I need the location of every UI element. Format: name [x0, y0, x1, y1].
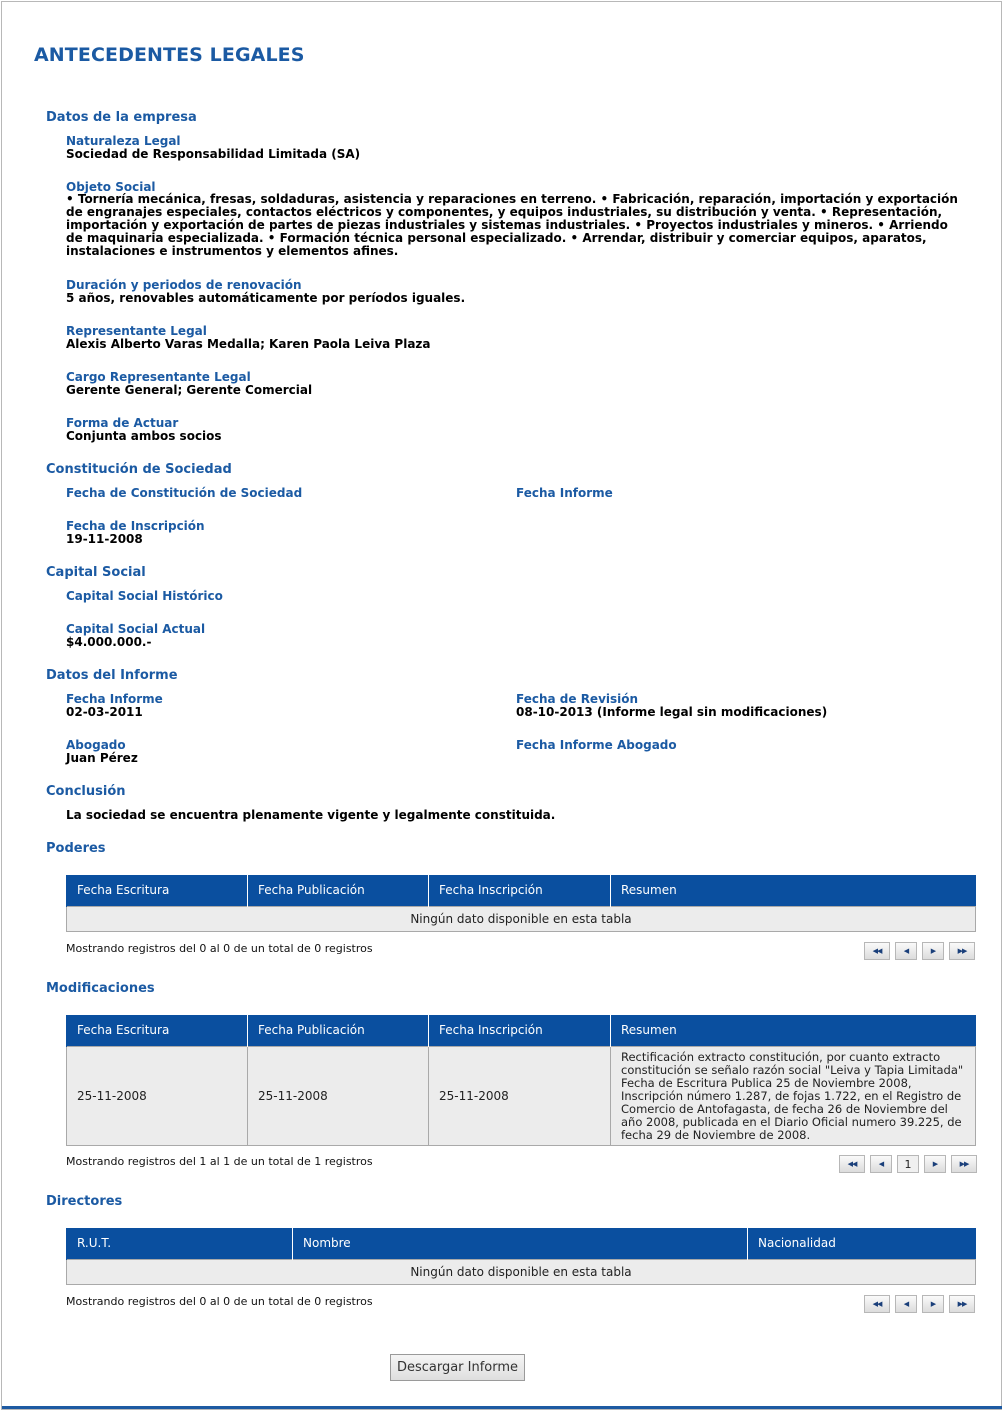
capital-actual-label: Capital Social Actual: [66, 622, 206, 636]
first-page-icon[interactable]: ◀◀: [864, 1295, 890, 1313]
first-page-icon[interactable]: ◀◀: [864, 942, 890, 960]
column-header-nacionalidad[interactable]: Nacionalidad: [748, 1228, 976, 1259]
representante-label: Representante Legal: [66, 324, 207, 338]
fecha-inscripcion-label: Fecha de Inscripción: [66, 519, 205, 533]
directores-table: [66, 1228, 976, 1285]
last-page-icon[interactable]: ▶▶: [949, 942, 975, 960]
table-header-row: [67, 1228, 976, 1259]
bottom-divider: [2, 1406, 1002, 1409]
page-number-button[interactable]: 1: [897, 1155, 919, 1173]
duracion-label: Duración y periodos de renovación: [66, 278, 302, 292]
next-page-icon[interactable]: ▶: [924, 1155, 946, 1173]
modificaciones-table: [66, 1015, 976, 1146]
objeto-value: • Tornería mecánica, fresas, soldaduras, asistencia y reparaciones en terreno. • Fabricación, reparación, importación y exportación de engranajes especiales, contactos eléctricos y componentes, y equipos industriales, su distribución y venta. • Representación, importación y exportación de partes de piezas industriales y sistemas industriales. • Proyectos industriales y mineros. • Arriendo de maquinaria especializada. • Formación técnica personal especializado. • Arrendar, distribuir y comerciar equipos, aparatos, instalaciones e instrumentos y elementos afines.: [66, 192, 958, 258]
empty-table-message: Ningún dato disponible en esta tabla: [67, 906, 976, 931]
capital-historico-label: Capital Social Histórico: [66, 589, 223, 603]
poderes-pagination: [864, 942, 975, 960]
directores-pagination: [864, 1295, 975, 1313]
column-header-fecha-escritura[interactable]: Fecha Escritura: [67, 1015, 248, 1046]
abogado-label: Abogado: [66, 738, 126, 752]
forma-value: Conjunta ambos socios: [66, 429, 222, 443]
empty-table-message: Ningún dato disponible en esta tabla: [67, 1259, 976, 1284]
cell-fecha-publicacion: 25-11-2008: [248, 1046, 429, 1145]
column-header-fecha-publicacion[interactable]: Fecha Publicación: [248, 1015, 429, 1046]
last-page-icon[interactable]: ▶▶: [949, 1295, 975, 1313]
cargo-value: Gerente General; Gerente Comercial: [66, 383, 313, 397]
constitucion-fecha-informe-label: Fecha Informe: [516, 486, 613, 500]
poderes-table-info: Mostrando registros del 0 al 0 de un total de 0 registros: [66, 942, 373, 955]
previous-page-icon[interactable]: ◀: [895, 942, 917, 960]
table-row: [67, 1046, 976, 1145]
column-header-fecha-escritura[interactable]: Fecha Escritura: [67, 875, 248, 906]
previous-page-icon[interactable]: ◀: [870, 1155, 892, 1173]
fecha-constitucion-label: Fecha de Constitución de Sociedad: [66, 486, 303, 500]
section-heading-empresa: Datos de la empresa: [46, 110, 197, 125]
table-row: [67, 906, 976, 931]
last-page-icon[interactable]: ▶▶: [951, 1155, 977, 1173]
fecha-abogado-label: Fecha Informe Abogado: [516, 738, 677, 752]
fecha-revision-value: 08-10-2013 (Informe legal sin modificaciones): [516, 705, 828, 719]
informe-fecha-label: Fecha Informe: [66, 692, 163, 706]
fecha-revision-label: Fecha de Revisión: [516, 692, 639, 706]
modificaciones-table-info: Mostrando registros del 1 al 1 de un total de 1 registros: [66, 1155, 373, 1168]
first-page-icon[interactable]: ◀◀: [839, 1155, 865, 1173]
modificaciones-pagination: [839, 1155, 977, 1173]
section-heading-informe: Datos del Informe: [46, 668, 178, 683]
section-heading-constitucion: Constitución de Sociedad: [46, 462, 232, 477]
column-header-resumen[interactable]: Resumen: [611, 1015, 976, 1046]
representante-value: Alexis Alberto Varas Medalla; Karen Paola Leiva Plaza: [66, 337, 431, 351]
page-title: ANTECEDENTES LEGALES: [34, 44, 305, 66]
column-header-rut[interactable]: R.U.T.: [67, 1228, 293, 1259]
duracion-value: 5 años, renovables automáticamente por períodos iguales.: [66, 291, 466, 305]
objeto-label: Objeto Social: [66, 180, 156, 194]
conclusion-text: La sociedad se encuentra plenamente vigente y legalmente constituida.: [66, 808, 556, 822]
cell-fecha-escritura: 25-11-2008: [67, 1046, 248, 1145]
abogado-value: Juan Pérez: [66, 751, 138, 765]
table-header-row: [67, 875, 976, 906]
section-heading-poderes: Poderes: [46, 841, 106, 856]
column-header-resumen[interactable]: Resumen: [611, 875, 976, 906]
capital-actual-value: $4.000.000.-: [66, 635, 152, 649]
section-heading-capital: Capital Social: [46, 565, 146, 580]
previous-page-icon[interactable]: ◀: [895, 1295, 917, 1313]
poderes-table: [66, 875, 976, 932]
fecha-inscripcion-value: 19-11-2008: [66, 532, 143, 546]
table-header-row: [67, 1015, 976, 1046]
column-header-fecha-inscripcion[interactable]: Fecha Inscripción: [429, 1015, 611, 1046]
next-page-icon[interactable]: ▶: [922, 1295, 944, 1313]
column-header-fecha-inscripcion[interactable]: Fecha Inscripción: [429, 875, 611, 906]
informe-fecha-value: 02-03-2011: [66, 705, 143, 719]
download-report-button[interactable]: Descargar Informe: [390, 1354, 525, 1381]
table-row: [67, 1259, 976, 1284]
cell-fecha-inscripcion: 25-11-2008: [429, 1046, 611, 1145]
cargo-label: Cargo Representante Legal: [66, 370, 251, 384]
next-page-icon[interactable]: ▶: [922, 942, 944, 960]
naturaleza-label: Naturaleza Legal: [66, 134, 181, 148]
section-heading-modificaciones: Modificaciones: [46, 981, 155, 996]
section-heading-conclusion: Conclusión: [46, 784, 126, 799]
cell-resumen: Rectificación extracto constitución, por cuanto extracto constitución se señalo razón social "Leiva y Tapia Limitada" Fecha de Escritura Publica 25 de Noviembre 2008, Inscripción número 1.287, de fojas 1.722, en el Registro de Comercio de Antofagasta, de fecha 26 de Noviembre del año 2008, publicada en el Diario Oficial numero 39.225, de fecha 29 de Noviembre de 2008.: [611, 1046, 976, 1145]
section-heading-directores: Directores: [46, 1194, 123, 1209]
forma-label: Forma de Actuar: [66, 416, 179, 430]
column-header-fecha-publicacion[interactable]: Fecha Publicación: [248, 875, 429, 906]
naturaleza-value: Sociedad de Responsabilidad Limitada (SA): [66, 147, 361, 161]
directores-table-info: Mostrando registros del 0 al 0 de un total de 0 registros: [66, 1295, 373, 1308]
column-header-nombre[interactable]: Nombre: [293, 1228, 748, 1259]
